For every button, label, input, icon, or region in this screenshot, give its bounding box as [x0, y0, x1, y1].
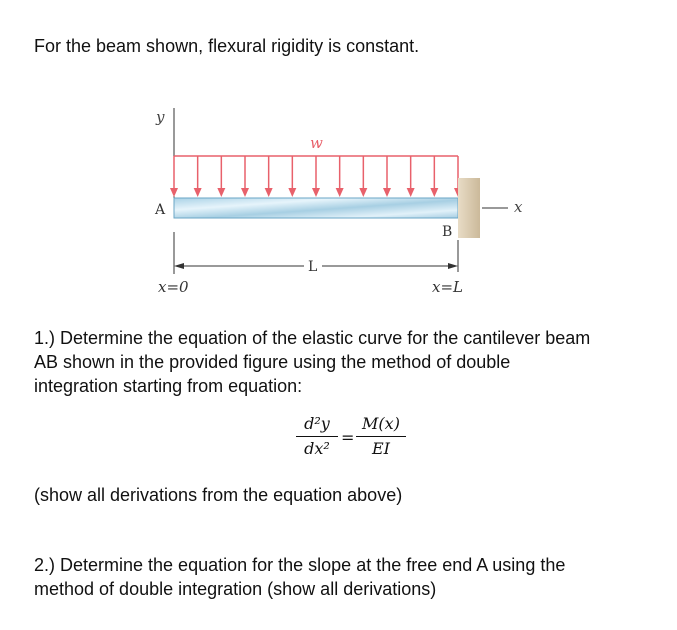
load-arrow-head	[241, 188, 249, 197]
y-axis-label: y	[156, 108, 165, 126]
length-label: L	[308, 259, 318, 275]
load-arrow-head	[383, 188, 391, 197]
load-arrow-head	[217, 188, 225, 197]
elastic-curve-equation	[296, 414, 416, 468]
question-1-line-1: 1.) Determine the equation of the elastic curve for the cantilever beam	[34, 328, 591, 348]
point-b-label: B	[442, 224, 453, 240]
x-axis-label: x	[514, 198, 523, 216]
load-arrow-head	[430, 188, 438, 197]
x-start-label: x=0	[158, 278, 189, 296]
load-arrow-head	[336, 188, 344, 197]
question-2	[34, 553, 565, 601]
load-arrow-head	[170, 188, 178, 197]
distributed-load-arrows	[170, 156, 462, 197]
rhs-fraction-bar	[356, 436, 406, 437]
question-2-line-2: method of double integration (show all derivations)	[34, 579, 437, 599]
load-arrow-head	[407, 188, 415, 197]
rhs-denominator: EI	[372, 439, 390, 458]
lhs-numerator: d²y	[304, 414, 330, 433]
show-derivations-note: (show all derivations from the equation above)	[34, 485, 403, 505]
intro-text: For the beam shown, flexural rigidity is constant.	[34, 36, 420, 56]
load-arrow-head	[359, 188, 367, 197]
question-1	[34, 326, 664, 398]
dim-arrow-left	[174, 263, 184, 269]
question-2-line-1: 2.) Determine the equation for the slope at the free end A using the	[34, 555, 566, 575]
load-arrow-head	[312, 188, 320, 197]
lhs-denominator: dx²	[304, 439, 330, 458]
load-arrow-head	[288, 188, 296, 197]
beam-ab	[174, 198, 458, 218]
fixed-support-wall	[458, 178, 480, 238]
load-arrow-head	[265, 188, 273, 197]
equals-sign: =	[341, 428, 355, 447]
load-arrow-head	[194, 188, 202, 197]
dim-arrow-right	[448, 263, 458, 269]
point-a-label: A	[155, 202, 166, 218]
load-label: w	[310, 134, 323, 152]
rhs-fraction	[356, 414, 406, 459]
lhs-fraction	[296, 414, 338, 459]
x-end-label: x=L	[432, 278, 463, 296]
question-1-line-2: AB shown in the provided figure using the method of double	[34, 352, 511, 372]
question-1-line-3: integration starting from equation:	[34, 376, 303, 396]
rhs-numerator: M(x)	[362, 414, 400, 433]
lhs-fraction-bar	[296, 436, 338, 437]
cantilever-beam-figure	[140, 100, 560, 300]
